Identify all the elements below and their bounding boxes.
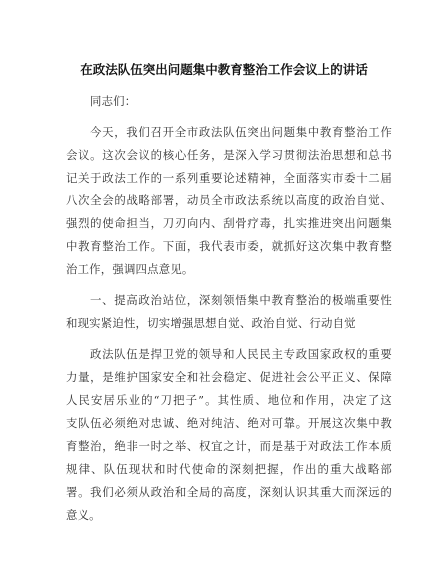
paragraph-line: 规律、队伍现状和时代使命的深刻把握，作出的重大战略部 bbox=[66, 462, 392, 476]
paragraph-line: 八次全会的战略部署，动员全市政法系统以高度的政治自觉、 bbox=[66, 193, 392, 207]
paragraph-line: 意义。 bbox=[66, 508, 101, 522]
paragraph-line: 中教育整治工作。下面，我代表市委，就抓好这次集中教育整 bbox=[66, 239, 392, 253]
paragraph-line: 记关于政法工作的一系列重要论述精神，全面落实市委十二届 bbox=[66, 171, 392, 185]
paragraph-line: 政法队伍是捍卫党的领导和人民民主专政国家政权的重要 bbox=[90, 347, 392, 361]
document-title: 在政法队伍突出问题集中教育整治工作会议上的讲话 bbox=[80, 62, 368, 77]
salutation: 同志们： bbox=[90, 94, 137, 108]
paragraph-line: 育整治，绝非一时之举、权宜之计，而是基于对政法工作本质 bbox=[66, 439, 392, 453]
paragraph-line: 会议。这次会议的核心任务，是深入学习贯彻法治思想和总书 bbox=[66, 148, 392, 162]
paragraph-line: 人民安居乐业的“刀把子”。其性质、地位和作用，决定了这 bbox=[66, 393, 392, 407]
paragraph-line: 今天，我们召开全市政法队伍突出问题集中教育整治工作 bbox=[90, 125, 392, 139]
paragraph-line: 力量，是维护国家安全和社会稳定、促进社会公平正义、保障 bbox=[66, 370, 392, 384]
paragraph-line: 署。我们必须从政治和全局的高度，深刻认识其重大而深远的 bbox=[66, 485, 392, 499]
paragraph-line: 支队伍必须绝对忠诚、绝对纯洁、绝对可靠。开展这次集中教 bbox=[66, 416, 392, 430]
paragraph-line: 治工作，强调四点意见。 bbox=[66, 262, 194, 276]
paragraph-line: 强烈的使命担当，刀刃向内、刮骨疗毒，扎实推进突出问题集 bbox=[66, 216, 392, 230]
paragraph-line: 和现实紧迫性，切实增强思想自觉、政治自觉、行动自觉 bbox=[66, 316, 356, 330]
paragraph-line: 一、提高政治站位，深刻领悟集中教育整治的极端重要性 bbox=[90, 293, 392, 307]
